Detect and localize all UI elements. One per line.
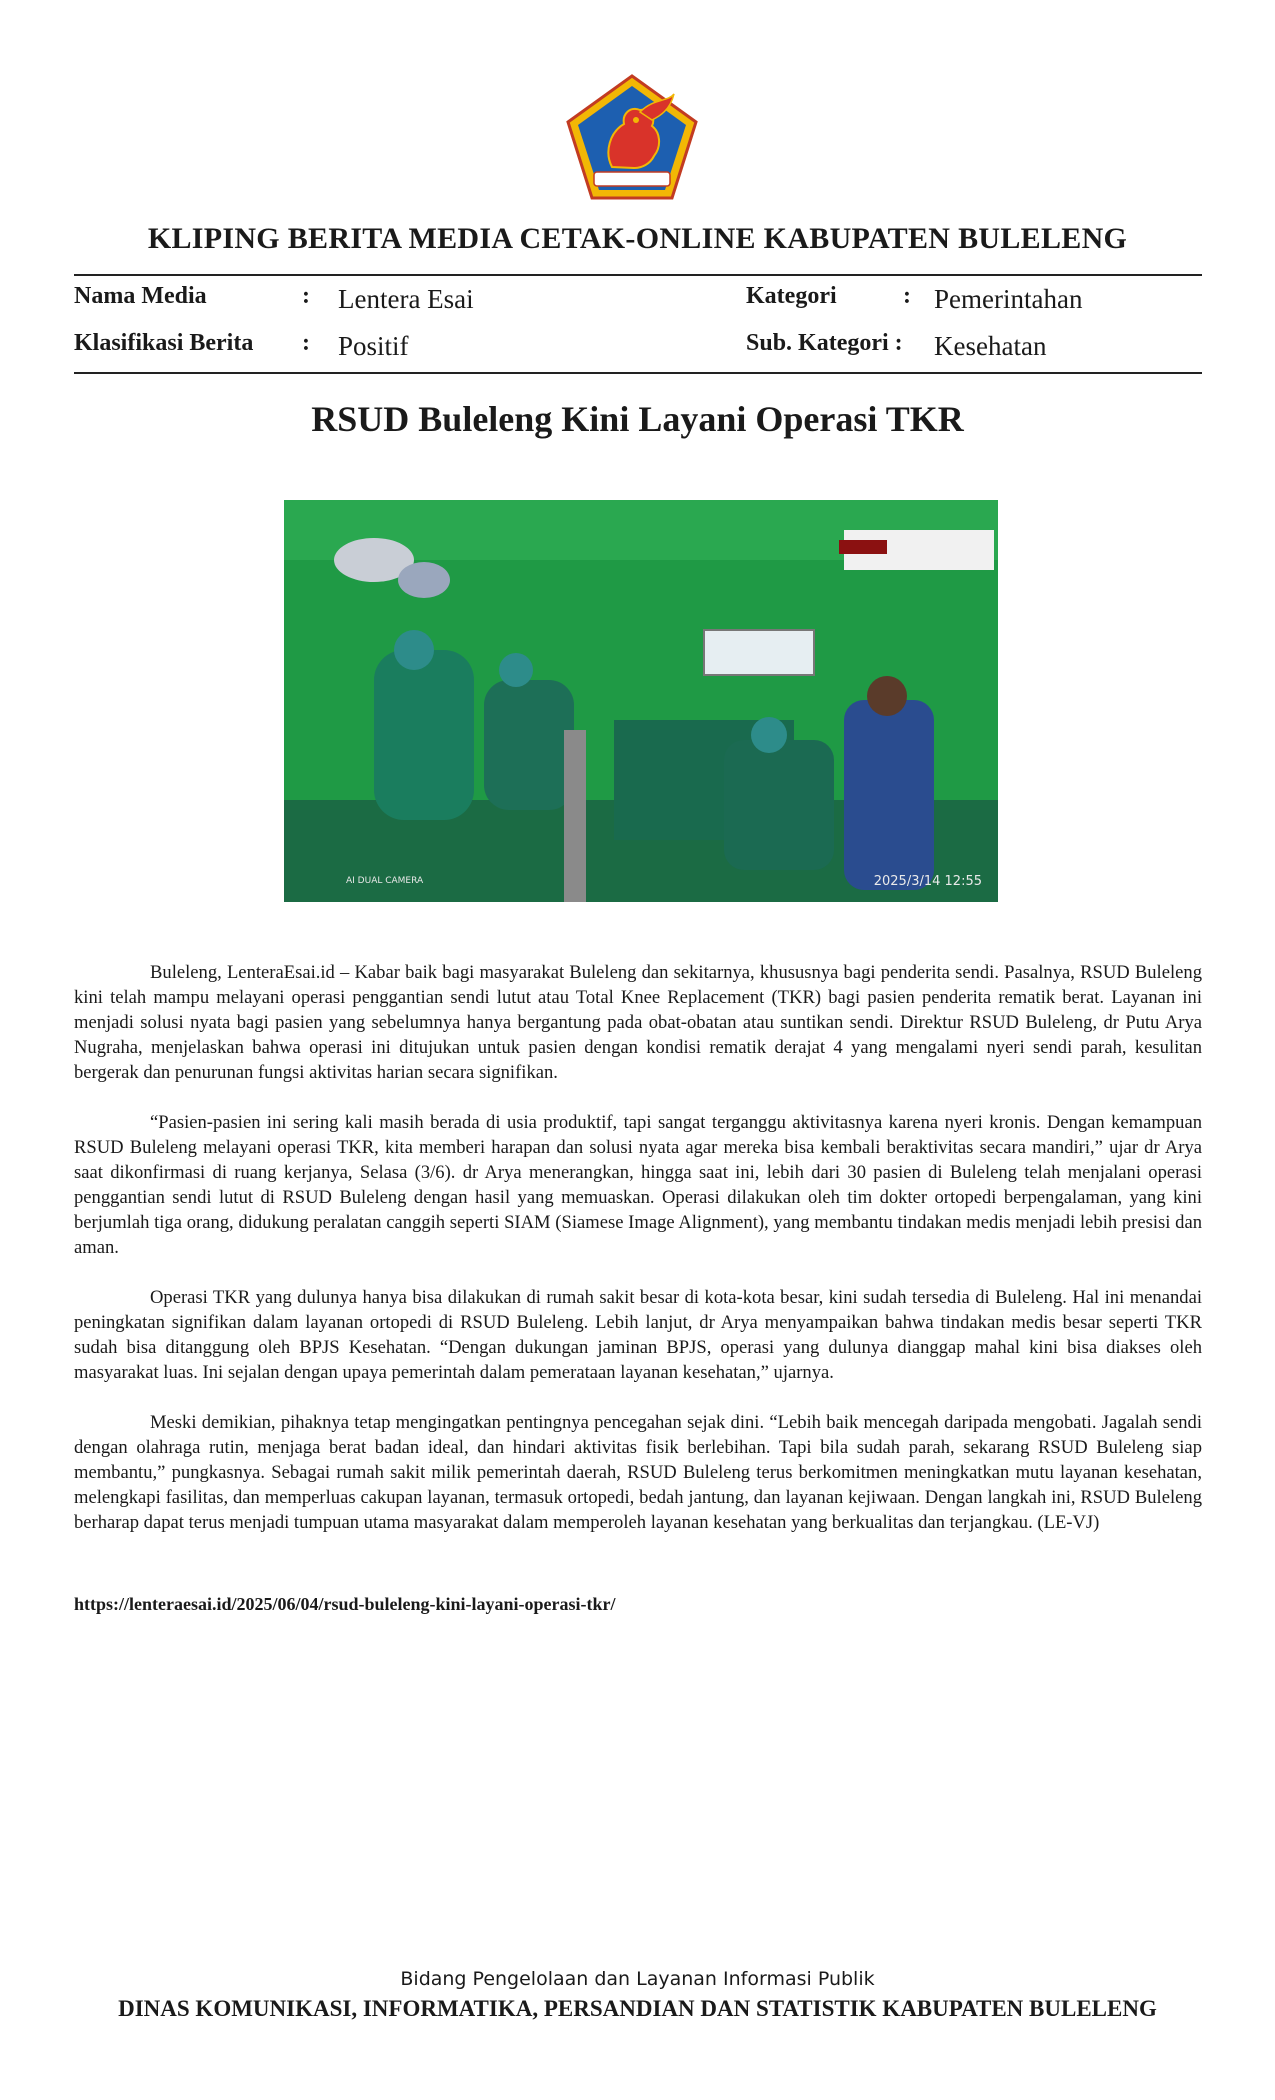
- sub-kategori-label: Sub. Kategori :: [746, 330, 903, 356]
- nama-media-label: Nama Media: [74, 283, 207, 309]
- nama-media-value: Lentera Esai: [338, 284, 474, 314]
- header-divider-bottom: [74, 372, 1202, 374]
- kategori-label: Kategori: [746, 283, 837, 309]
- photo-camera-label: AI DUAL CAMERA: [346, 876, 424, 886]
- klasifikasi-value: Positif: [338, 331, 409, 361]
- article-title: RSUD Buleleng Kini Layani Operasi TKR: [311, 399, 964, 439]
- article-paragraph: Buleleng, LenteraEsai.id – Kabar baik bagi masyarakat Buleleng dan sekitarnya, khususnya bagi penderita sendi. Pasalnya, RSUD Buleleng kini telah mampu melayani operasi penggantian sendi lutut atau Total Knee Replacement (TKR) bagi pasien penderita rematik berat. Layanan ini menjadi solusi nyata bagi pasien yang sebelumnya hanya bergantung pada obat-obatan atau suntikan sendi. Direktur RSUD Buleleng, dr Putu Arya Nugraha, menjelaskan bahwa operasi ini ditujukan untuk pasien dengan kondisi rematik derajat 4 yang mengalami nyeri sendi parah, kesulitan bergerak dan penurunan fungsi aktivitas harian secara signifikan.: [74, 962, 1202, 1083]
- klasifikasi-colon: :: [302, 330, 310, 356]
- article-photo: [284, 500, 998, 902]
- kategori-colon: :: [903, 283, 911, 309]
- article-paragraph: Operasi TKR yang dulunya hanya bisa dilakukan di rumah sakit besar di kota-kota besar, kini sudah tersedia di Buleleng. Hal ini menandai peningkatan signifikan dalam layanan ortopedi di RSUD Buleleng. Lebih lanjut, dr Arya menyampaikan bahwa tindakan medis besar seperti TKR sudah bisa ditanggung oleh BPJS Kesehatan. “Dengan dukungan jaminan BPJS, operasi yang dulunya dianggap mahal kini bisa diakses oleh masyarakat luas. Ini sejalan dengan upaya pemerintah dalam pemerataan layanan kesehatan,” ujarnya.: [74, 1287, 1202, 1383]
- klasifikasi-label: Klasifikasi Berita: [74, 330, 254, 356]
- footer-department: Bidang Pengelolaan dan Layanan Informasi Publik: [400, 1968, 875, 1990]
- buleleng-crest-logo: [564, 72, 700, 202]
- page-header-title: KLIPING BERITA MEDIA CETAK-ONLINE KABUPATEN BULELENG: [147, 222, 1128, 255]
- kategori-value: Pemerintahan: [934, 284, 1083, 314]
- sub-kategori-value: Kesehatan: [934, 331, 1047, 361]
- article-paragraph: “Pasien-pasien ini sering kali masih berada di usia produktif, tapi sangat terganggu aktivitasnya karena nyeri kronis. Dengan kemampuan RSUD Buleleng melayani operasi TKR, kita memberi harapan dan solusi nyata agar mereka bisa kembali beraktivitas secara mandiri,” ujar dr Arya saat dikonfirmasi di ruang kerjanya, Selasa (3/6). dr Arya menerangkan, hingga saat ini, lebih dari 30 pasien di Buleleng telah menjalani operasi penggantian sendi lutut di RSUD Buleleng dengan hasil yang memuaskan. Operasi dilakukan oleh tim dokter ortopedi berpengalaman, yang kini berjumlah tiga orang, didukung peralatan canggih seperti SIAM (Siamese Image Alignment), yang membantu tindakan medis menjadi lebih presisi dan aman.: [74, 1112, 1202, 1258]
- source-url-link[interactable]: https://lenteraesai.id/2025/06/04/rsud-buleleng-kini-layani-operasi-tkr/: [74, 1594, 616, 1614]
- article-paragraph: Meski demikian, pihaknya tetap mengingatkan pentingnya pencegahan sejak dini. “Lebih baik mencegah daripada mengobati. Jagalah sendi dengan olahraga rutin, menjaga berat badan ideal, dan hindari aktivitas fisik berlebihan. Tapi bila sudah parah, sekarang RSUD Buleleng siap membantu,” pungkasnya. Sebagai rumah sakit milik pemerintah daerah, RSUD Buleleng terus berkomitmen meningkatkan mutu layanan kesehatan, melengkapi fasilitas, dan memperluas cakupan layanan, termasuk ortopedi, bedah jantung, dan layanan kejiwaan. Dengan langkah ini, RSUD Buleleng berharap dapat terus menjadi tumpuan utama masyarakat dalam memperoleh layanan kesehatan yang berkualitas dan terjangkau. (LE-VJ): [74, 1412, 1202, 1533]
- nama-media-colon: :: [302, 283, 310, 309]
- photo-timestamp: 2025/3/14 12:55: [873, 874, 982, 889]
- footer-agency: DINAS KOMUNIKASI, INFORMATIKA, PERSANDIAN DAN STATISTIK KABUPATEN BULELENG: [118, 1996, 1157, 2021]
- article-body: [74, 960, 1202, 1560]
- header-divider-top: [74, 274, 1202, 276]
